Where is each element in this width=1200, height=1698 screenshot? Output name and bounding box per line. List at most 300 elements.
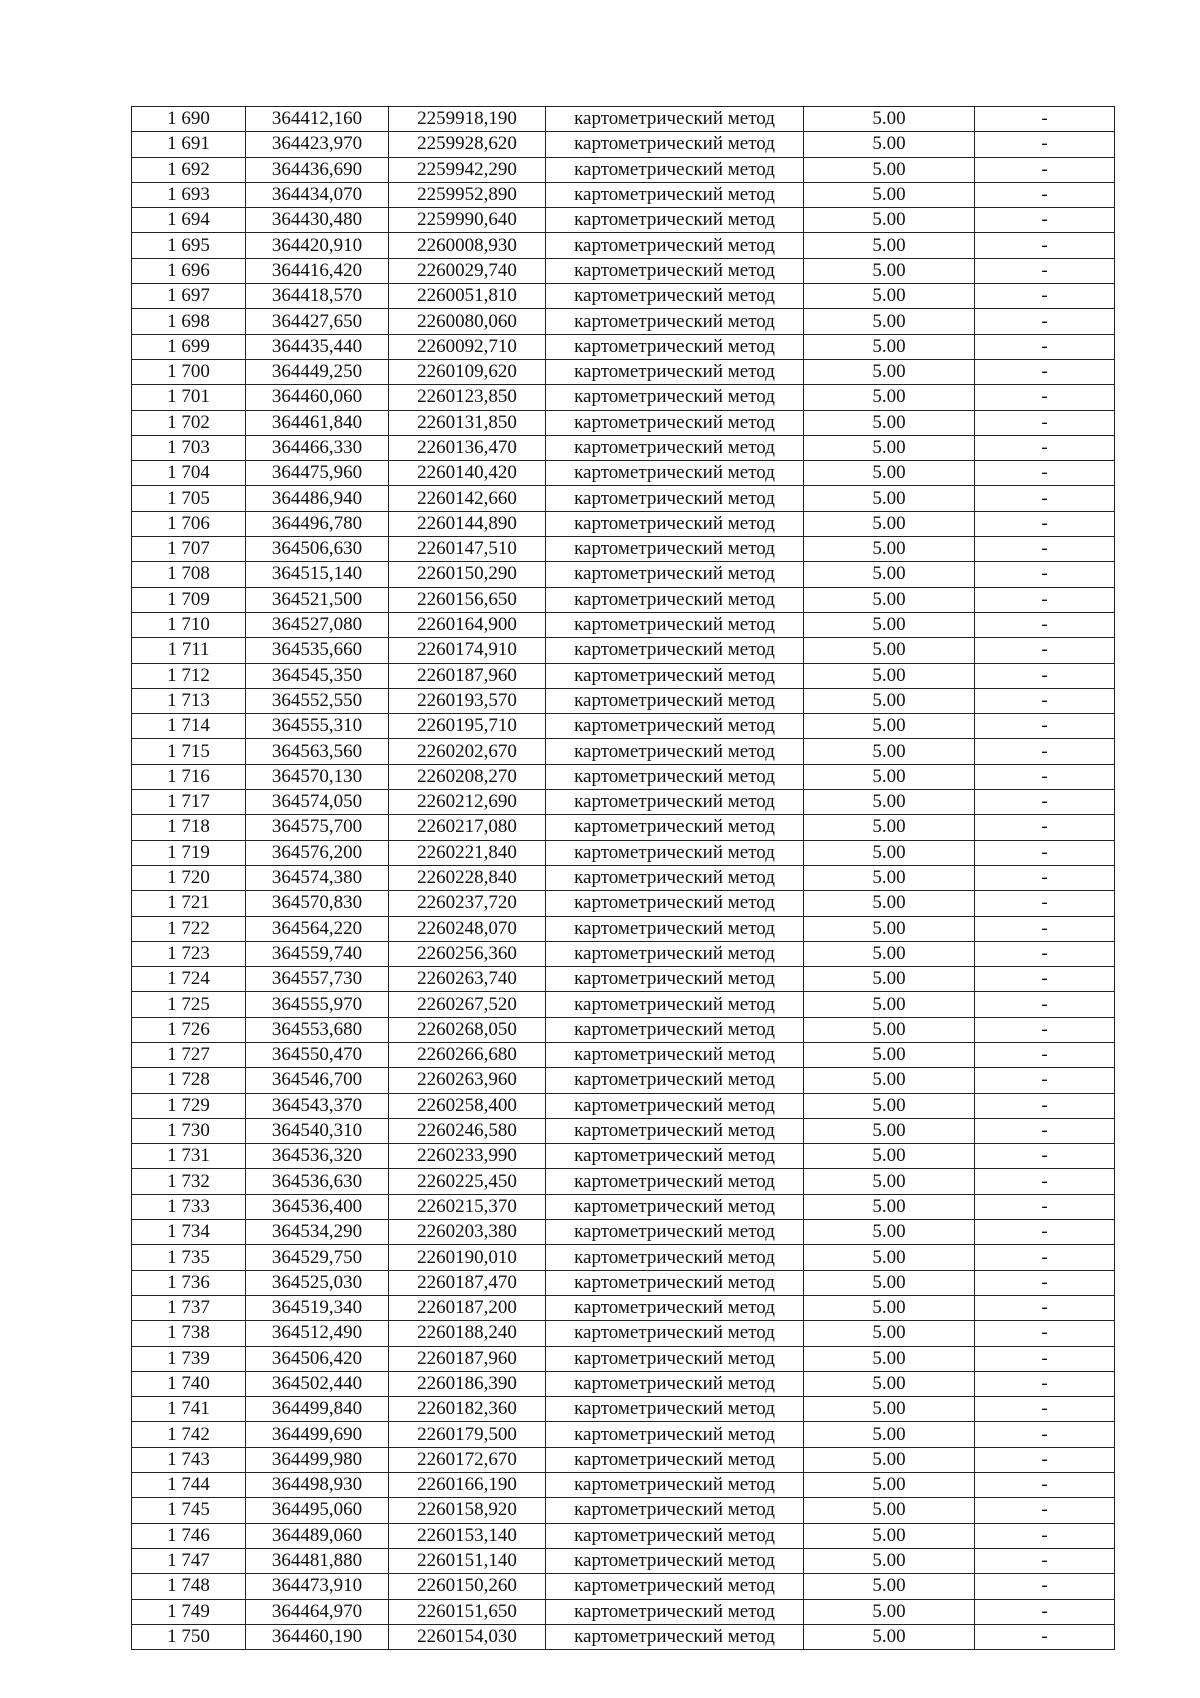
accuracy-cell: 5.00 <box>804 739 975 764</box>
coordinate-x-cell: 364536,630 <box>246 1169 389 1194</box>
method-cell: картометрический метод <box>546 663 804 688</box>
coordinate-y-cell: 2260237,720 <box>389 891 546 916</box>
coordinate-y-cell: 2260174,910 <box>389 638 546 663</box>
coordinate-y-cell: 2260263,960 <box>389 1068 546 1093</box>
method-cell: картометрический метод <box>546 132 804 157</box>
point-number-cell: 1 726 <box>132 1017 246 1042</box>
coordinate-x-cell: 364570,130 <box>246 764 389 789</box>
table-row <box>132 334 1115 359</box>
table-row <box>132 1118 1115 1143</box>
table-row <box>132 107 1115 132</box>
table-row <box>132 891 1115 916</box>
coordinate-x-cell: 364570,830 <box>246 891 389 916</box>
point-number-cell: 1 740 <box>132 1371 246 1396</box>
coordinate-y-cell: 2260266,680 <box>389 1042 546 1067</box>
point-number-cell: 1 723 <box>132 941 246 966</box>
note-cell: - <box>975 916 1115 941</box>
coordinate-x-cell: 364502,440 <box>246 1371 389 1396</box>
point-number-cell: 1 728 <box>132 1068 246 1093</box>
point-number-cell: 1 691 <box>132 132 246 157</box>
accuracy-cell: 5.00 <box>804 385 975 410</box>
accuracy-cell: 5.00 <box>804 1574 975 1599</box>
coordinate-x-cell: 364499,840 <box>246 1397 389 1422</box>
point-number-cell: 1 706 <box>132 511 246 536</box>
coordinate-y-cell: 2260256,360 <box>389 941 546 966</box>
method-cell: картометрический метод <box>546 208 804 233</box>
table-row <box>132 1321 1115 1346</box>
coordinate-y-cell: 2260187,470 <box>389 1270 546 1295</box>
note-cell: - <box>975 1194 1115 1219</box>
point-number-cell: 1 738 <box>132 1321 246 1346</box>
table-row <box>132 1624 1115 1649</box>
coordinate-x-cell: 364557,730 <box>246 967 389 992</box>
point-number-cell: 1 695 <box>132 233 246 258</box>
coordinate-x-cell: 364473,910 <box>246 1574 389 1599</box>
accuracy-cell: 5.00 <box>804 537 975 562</box>
accuracy-cell: 5.00 <box>804 1397 975 1422</box>
coordinate-x-cell: 364552,550 <box>246 688 389 713</box>
note-cell: - <box>975 334 1115 359</box>
coordinate-x-cell: 364486,940 <box>246 486 389 511</box>
coordinate-x-cell: 364499,690 <box>246 1422 389 1447</box>
point-number-cell: 1 735 <box>132 1245 246 1270</box>
note-cell: - <box>975 1295 1115 1320</box>
point-number-cell: 1 719 <box>132 840 246 865</box>
note-cell: - <box>975 764 1115 789</box>
coordinate-x-cell: 364498,930 <box>246 1473 389 1498</box>
coordinate-y-cell: 2260187,960 <box>389 663 546 688</box>
accuracy-cell: 5.00 <box>804 309 975 334</box>
method-cell: картометрический метод <box>546 638 804 663</box>
note-cell: - <box>975 309 1115 334</box>
accuracy-cell: 5.00 <box>804 258 975 283</box>
point-number-cell: 1 732 <box>132 1169 246 1194</box>
note-cell: - <box>975 132 1115 157</box>
accuracy-cell: 5.00 <box>804 486 975 511</box>
note-cell: - <box>975 891 1115 916</box>
accuracy-cell: 5.00 <box>804 1169 975 1194</box>
table-row <box>132 1194 1115 1219</box>
point-number-cell: 1 700 <box>132 359 246 384</box>
point-number-cell: 1 741 <box>132 1397 246 1422</box>
coordinate-x-cell: 364564,220 <box>246 916 389 941</box>
point-number-cell: 1 707 <box>132 537 246 562</box>
point-number-cell: 1 734 <box>132 1220 246 1245</box>
accuracy-cell: 5.00 <box>804 1270 975 1295</box>
method-cell: картометрический метод <box>546 587 804 612</box>
accuracy-cell: 5.00 <box>804 967 975 992</box>
coordinate-y-cell: 2260258,400 <box>389 1093 546 1118</box>
accuracy-cell: 5.00 <box>804 612 975 637</box>
method-cell: картометрический метод <box>546 1624 804 1649</box>
coordinate-x-cell: 364496,780 <box>246 511 389 536</box>
coordinate-y-cell: 2260187,960 <box>389 1346 546 1371</box>
table-row <box>132 967 1115 992</box>
coordinate-y-cell: 2260092,710 <box>389 334 546 359</box>
accuracy-cell: 5.00 <box>804 1498 975 1523</box>
note-cell: - <box>975 638 1115 663</box>
table-row <box>132 309 1115 334</box>
accuracy-cell: 5.00 <box>804 1523 975 1548</box>
table-row <box>132 562 1115 587</box>
coordinate-y-cell: 2260228,840 <box>389 865 546 890</box>
table-row <box>132 410 1115 435</box>
note-cell: - <box>975 1068 1115 1093</box>
coordinate-x-cell: 364412,160 <box>246 107 389 132</box>
table-row <box>132 688 1115 713</box>
table-row <box>132 815 1115 840</box>
coordinate-x-cell: 364521,500 <box>246 587 389 612</box>
coordinate-y-cell: 2260008,930 <box>389 233 546 258</box>
method-cell: картометрический метод <box>546 1397 804 1422</box>
accuracy-cell: 5.00 <box>804 891 975 916</box>
coordinate-x-cell: 364481,880 <box>246 1548 389 1573</box>
note-cell: - <box>975 739 1115 764</box>
table-row <box>132 638 1115 663</box>
coordinate-x-cell: 364529,750 <box>246 1245 389 1270</box>
accuracy-cell: 5.00 <box>804 1245 975 1270</box>
table-row <box>132 385 1115 410</box>
coordinate-x-cell: 364466,330 <box>246 435 389 460</box>
note-cell: - <box>975 688 1115 713</box>
table-row <box>132 1523 1115 1548</box>
accuracy-cell: 5.00 <box>804 284 975 309</box>
point-number-cell: 1 750 <box>132 1624 246 1649</box>
note-cell: - <box>975 157 1115 182</box>
accuracy-cell: 5.00 <box>804 840 975 865</box>
method-cell: картометрический метод <box>546 1144 804 1169</box>
point-number-cell: 1 749 <box>132 1599 246 1624</box>
coordinate-y-cell: 2260150,290 <box>389 562 546 587</box>
method-cell: картометрический метод <box>546 815 804 840</box>
accuracy-cell: 5.00 <box>804 233 975 258</box>
table-row <box>132 790 1115 815</box>
coordinate-y-cell: 2260166,190 <box>389 1473 546 1498</box>
coordinate-x-cell: 364427,650 <box>246 309 389 334</box>
coordinate-y-cell: 2260080,060 <box>389 309 546 334</box>
coordinate-x-cell: 364534,290 <box>246 1220 389 1245</box>
accuracy-cell: 5.00 <box>804 764 975 789</box>
table-row <box>132 1270 1115 1295</box>
table-row <box>132 1346 1115 1371</box>
note-cell: - <box>975 435 1115 460</box>
table-row <box>132 284 1115 309</box>
point-number-cell: 1 699 <box>132 334 246 359</box>
point-number-cell: 1 703 <box>132 435 246 460</box>
method-cell: картометрический метод <box>546 435 804 460</box>
method-cell: картометрический метод <box>546 182 804 207</box>
accuracy-cell: 5.00 <box>804 1624 975 1649</box>
table-row <box>132 587 1115 612</box>
table-row <box>132 1473 1115 1498</box>
accuracy-cell: 5.00 <box>804 334 975 359</box>
coordinate-y-cell: 2260202,670 <box>389 739 546 764</box>
accuracy-cell: 5.00 <box>804 208 975 233</box>
coordinate-x-cell: 364489,060 <box>246 1523 389 1548</box>
table-row <box>132 486 1115 511</box>
method-cell: картометрический метод <box>546 1321 804 1346</box>
point-number-cell: 1 697 <box>132 284 246 309</box>
method-cell: картометрический метод <box>546 1574 804 1599</box>
point-number-cell: 1 698 <box>132 309 246 334</box>
method-cell: картометрический метод <box>546 1220 804 1245</box>
coordinate-x-cell: 364527,080 <box>246 612 389 637</box>
note-cell: - <box>975 1321 1115 1346</box>
accuracy-cell: 5.00 <box>804 1321 975 1346</box>
method-cell: картометрический метод <box>546 334 804 359</box>
method-cell: картометрический метод <box>546 233 804 258</box>
note-cell: - <box>975 1169 1115 1194</box>
coordinate-x-cell: 364545,350 <box>246 663 389 688</box>
note-cell: - <box>975 1473 1115 1498</box>
coordinate-y-cell: 2260179,500 <box>389 1422 546 1447</box>
coordinate-y-cell: 2260221,840 <box>389 840 546 865</box>
accuracy-cell: 5.00 <box>804 714 975 739</box>
table-row <box>132 1397 1115 1422</box>
note-cell: - <box>975 359 1115 384</box>
accuracy-cell: 5.00 <box>804 1194 975 1219</box>
coordinate-y-cell: 2260156,650 <box>389 587 546 612</box>
table-row <box>132 157 1115 182</box>
note-cell: - <box>975 1220 1115 1245</box>
method-cell: картометрический метод <box>546 1093 804 1118</box>
note-cell: - <box>975 865 1115 890</box>
method-cell: картометрический метод <box>546 865 804 890</box>
method-cell: картометрический метод <box>546 359 804 384</box>
accuracy-cell: 5.00 <box>804 435 975 460</box>
accuracy-cell: 5.00 <box>804 916 975 941</box>
point-number-cell: 1 704 <box>132 461 246 486</box>
coordinate-y-cell: 2260225,450 <box>389 1169 546 1194</box>
point-number-cell: 1 744 <box>132 1473 246 1498</box>
method-cell: картометрический метод <box>546 284 804 309</box>
note-cell: - <box>975 461 1115 486</box>
coordinate-y-cell: 2259990,640 <box>389 208 546 233</box>
coordinate-y-cell: 2259928,620 <box>389 132 546 157</box>
accuracy-cell: 5.00 <box>804 562 975 587</box>
method-cell: картометрический метод <box>546 992 804 1017</box>
method-cell: картометрический метод <box>546 537 804 562</box>
method-cell: картометрический метод <box>546 916 804 941</box>
table-row <box>132 435 1115 460</box>
method-cell: картометрический метод <box>546 511 804 536</box>
method-cell: картометрический метод <box>546 764 804 789</box>
coordinate-x-cell: 364546,700 <box>246 1068 389 1093</box>
method-cell: картометрический метод <box>546 562 804 587</box>
coordinate-x-cell: 364460,060 <box>246 385 389 410</box>
coordinate-y-cell: 2260215,370 <box>389 1194 546 1219</box>
coordinate-x-cell: 364418,570 <box>246 284 389 309</box>
point-number-cell: 1 708 <box>132 562 246 587</box>
table-row <box>132 1371 1115 1396</box>
accuracy-cell: 5.00 <box>804 638 975 663</box>
point-number-cell: 1 730 <box>132 1118 246 1143</box>
coordinate-y-cell: 2260140,420 <box>389 461 546 486</box>
coordinate-x-cell: 364430,480 <box>246 208 389 233</box>
note-cell: - <box>975 1346 1115 1371</box>
note-cell: - <box>975 385 1115 410</box>
accuracy-cell: 5.00 <box>804 132 975 157</box>
table-row <box>132 461 1115 486</box>
note-cell: - <box>975 587 1115 612</box>
table-row <box>132 1042 1115 1067</box>
note-cell: - <box>975 284 1115 309</box>
note-cell: - <box>975 1093 1115 1118</box>
method-cell: картометрический метод <box>546 1017 804 1042</box>
coordinate-x-cell: 364519,340 <box>246 1295 389 1320</box>
accuracy-cell: 5.00 <box>804 1042 975 1067</box>
point-number-cell: 1 696 <box>132 258 246 283</box>
coordinate-x-cell: 364461,840 <box>246 410 389 435</box>
point-number-cell: 1 737 <box>132 1295 246 1320</box>
accuracy-cell: 5.00 <box>804 1346 975 1371</box>
note-cell: - <box>975 410 1115 435</box>
coordinate-x-cell: 364576,200 <box>246 840 389 865</box>
method-cell: картометрический метод <box>546 967 804 992</box>
table-row <box>132 1093 1115 1118</box>
note-cell: - <box>975 612 1115 637</box>
method-cell: картометрический метод <box>546 461 804 486</box>
table-row <box>132 1017 1115 1042</box>
coordinate-y-cell: 2260147,510 <box>389 537 546 562</box>
method-cell: картометрический метод <box>546 309 804 334</box>
table-row <box>132 233 1115 258</box>
table-row <box>132 1295 1115 1320</box>
method-cell: картометрический метод <box>546 1498 804 1523</box>
method-cell: картометрический метод <box>546 1447 804 1472</box>
coordinate-y-cell: 2260136,470 <box>389 435 546 460</box>
table-row <box>132 1599 1115 1624</box>
accuracy-cell: 5.00 <box>804 461 975 486</box>
point-number-cell: 1 692 <box>132 157 246 182</box>
method-cell: картометрический метод <box>546 1346 804 1371</box>
accuracy-cell: 5.00 <box>804 790 975 815</box>
coordinates-table-body <box>132 107 1115 1650</box>
note-cell: - <box>975 815 1115 840</box>
coordinate-x-cell: 364575,700 <box>246 815 389 840</box>
point-number-cell: 1 705 <box>132 486 246 511</box>
table-row <box>132 182 1115 207</box>
coordinate-x-cell: 364535,660 <box>246 638 389 663</box>
table-row <box>132 1574 1115 1599</box>
coordinate-x-cell: 364525,030 <box>246 1270 389 1295</box>
coordinate-x-cell: 364506,420 <box>246 1346 389 1371</box>
coordinate-x-cell: 364555,310 <box>246 714 389 739</box>
table-row <box>132 1068 1115 1093</box>
method-cell: картометрический метод <box>546 1523 804 1548</box>
note-cell: - <box>975 562 1115 587</box>
method-cell: картометрический метод <box>546 1422 804 1447</box>
note-cell: - <box>975 1042 1115 1067</box>
accuracy-cell: 5.00 <box>804 359 975 384</box>
coordinate-y-cell: 2260263,740 <box>389 967 546 992</box>
accuracy-cell: 5.00 <box>804 1118 975 1143</box>
point-number-cell: 1 745 <box>132 1498 246 1523</box>
method-cell: картометрический метод <box>546 1042 804 1067</box>
table-row <box>132 1498 1115 1523</box>
point-number-cell: 1 715 <box>132 739 246 764</box>
method-cell: картометрический метод <box>546 714 804 739</box>
coordinate-x-cell: 364550,470 <box>246 1042 389 1067</box>
point-number-cell: 1 702 <box>132 410 246 435</box>
point-number-cell: 1 747 <box>132 1548 246 1573</box>
coordinate-y-cell: 2260267,520 <box>389 992 546 1017</box>
note-cell: - <box>975 663 1115 688</box>
table-row <box>132 132 1115 157</box>
table-row <box>132 1422 1115 1447</box>
coordinate-y-cell: 2260193,570 <box>389 688 546 713</box>
point-number-cell: 1 742 <box>132 1422 246 1447</box>
note-cell: - <box>975 1245 1115 1270</box>
note-cell: - <box>975 258 1115 283</box>
point-number-cell: 1 718 <box>132 815 246 840</box>
coordinate-x-cell: 364553,680 <box>246 1017 389 1042</box>
note-cell: - <box>975 1118 1115 1143</box>
note-cell: - <box>975 1599 1115 1624</box>
method-cell: картометрический метод <box>546 891 804 916</box>
coordinate-y-cell: 2260246,580 <box>389 1118 546 1143</box>
table-row <box>132 1144 1115 1169</box>
table-row <box>132 359 1115 384</box>
coordinate-y-cell: 2259952,890 <box>389 182 546 207</box>
method-cell: картометрический метод <box>546 1548 804 1573</box>
accuracy-cell: 5.00 <box>804 1295 975 1320</box>
method-cell: картометрический метод <box>546 1068 804 1093</box>
accuracy-cell: 5.00 <box>804 410 975 435</box>
point-number-cell: 1 725 <box>132 992 246 1017</box>
accuracy-cell: 5.00 <box>804 182 975 207</box>
point-number-cell: 1 713 <box>132 688 246 713</box>
table-row <box>132 764 1115 789</box>
coordinate-x-cell: 364435,440 <box>246 334 389 359</box>
note-cell: - <box>975 1270 1115 1295</box>
coordinate-x-cell: 364464,970 <box>246 1599 389 1624</box>
coordinate-y-cell: 2260233,990 <box>389 1144 546 1169</box>
note-cell: - <box>975 233 1115 258</box>
coordinate-y-cell: 2260154,030 <box>389 1624 546 1649</box>
coordinate-y-cell: 2260158,920 <box>389 1498 546 1523</box>
table-row <box>132 511 1115 536</box>
method-cell: картометрический метод <box>546 739 804 764</box>
point-number-cell: 1 712 <box>132 663 246 688</box>
coordinate-y-cell: 2260051,810 <box>389 284 546 309</box>
method-cell: картометрический метод <box>546 612 804 637</box>
method-cell: картометрический метод <box>546 688 804 713</box>
note-cell: - <box>975 511 1115 536</box>
coordinate-y-cell: 2260188,240 <box>389 1321 546 1346</box>
coordinate-x-cell: 364555,970 <box>246 992 389 1017</box>
note-cell: - <box>975 714 1115 739</box>
note-cell: - <box>975 182 1115 207</box>
accuracy-cell: 5.00 <box>804 1548 975 1573</box>
method-cell: картометрический метод <box>546 1169 804 1194</box>
coordinate-x-cell: 364512,490 <box>246 1321 389 1346</box>
table-row <box>132 1447 1115 1472</box>
method-cell: картометрический метод <box>546 1473 804 1498</box>
method-cell: картометрический метод <box>546 385 804 410</box>
table-row <box>132 1245 1115 1270</box>
coordinate-y-cell: 2260151,140 <box>389 1548 546 1573</box>
point-number-cell: 1 710 <box>132 612 246 637</box>
accuracy-cell: 5.00 <box>804 663 975 688</box>
method-cell: картометрический метод <box>546 410 804 435</box>
method-cell: картометрический метод <box>546 790 804 815</box>
table-row <box>132 941 1115 966</box>
coordinate-y-cell: 2260151,650 <box>389 1599 546 1624</box>
coordinate-y-cell: 2260109,620 <box>389 359 546 384</box>
note-cell: - <box>975 1548 1115 1573</box>
point-number-cell: 1 701 <box>132 385 246 410</box>
